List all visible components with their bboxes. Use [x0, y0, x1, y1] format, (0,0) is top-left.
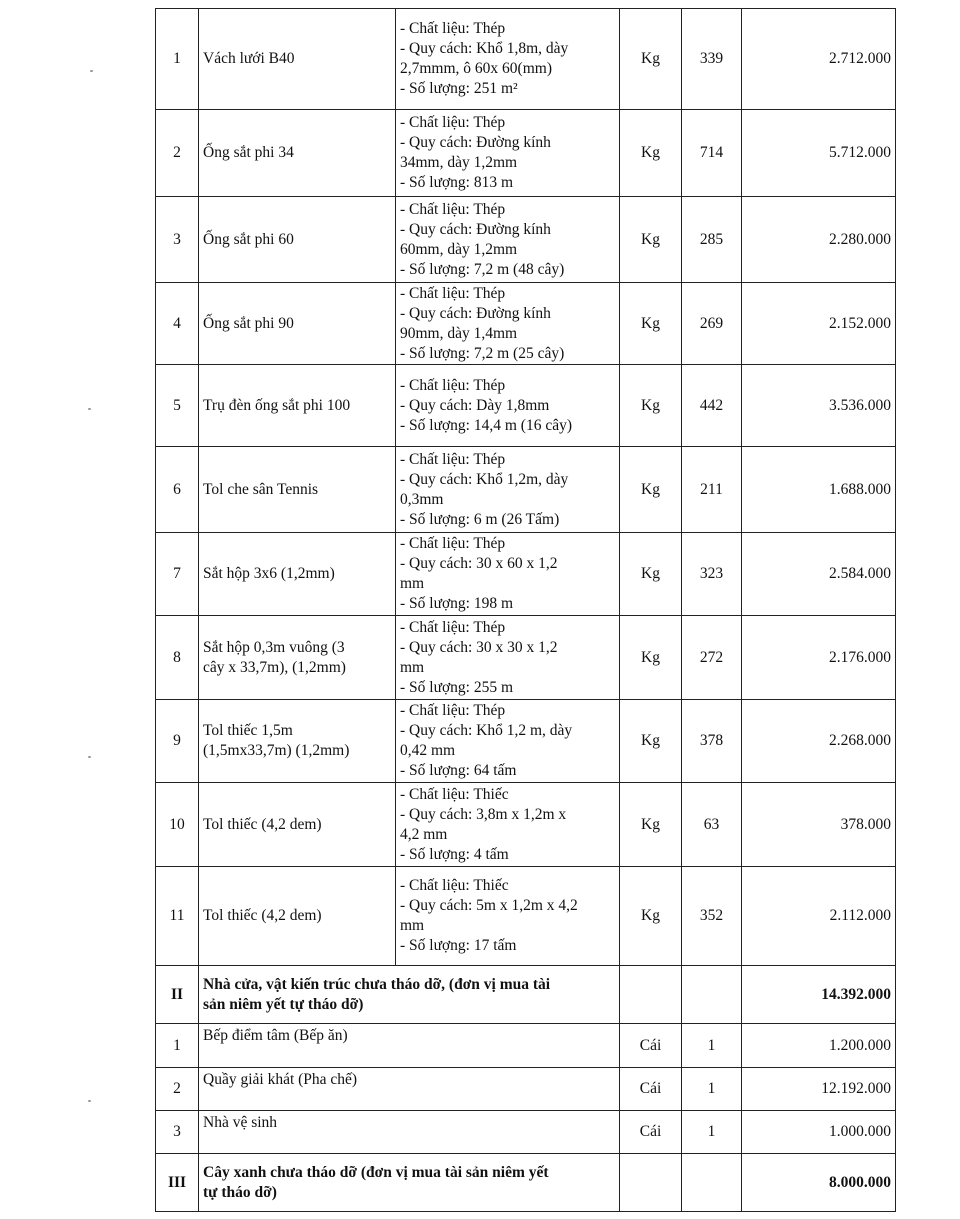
item-spec	[396, 365, 620, 447]
item-quantity: 1	[682, 1111, 742, 1154]
spec-line: - Chất liệu: Thép	[400, 20, 506, 37]
table-row	[156, 700, 896, 783]
item-amount: 1.200.000	[742, 1024, 896, 1068]
spec-line: - Chất liệu: Thép	[400, 618, 506, 636]
item-unit: Cái	[620, 1111, 682, 1154]
row-number: 11	[156, 867, 199, 966]
item-amount: 2.268.000	[742, 700, 896, 783]
item-name: Ống sắt phi 90	[199, 283, 396, 365]
scan-speck	[88, 408, 91, 410]
item-amount: 2.176.000	[742, 616, 896, 700]
item-unit: Kg	[620, 110, 682, 197]
section-row	[156, 966, 896, 1024]
spec-line: - Số lượng: 198 m	[400, 595, 514, 612]
row-number: 10	[156, 783, 199, 867]
item-unit: Kg	[620, 197, 682, 283]
spec-line: - Số lượng: 17 tấm	[400, 937, 517, 954]
item-quantity: 211	[682, 447, 742, 533]
item-spec	[396, 9, 620, 110]
spec-line: - Số lượng: 14,4 m (16 cây)	[400, 416, 573, 434]
item-unit: Kg	[620, 867, 682, 966]
item-amount: 1.688.000	[742, 447, 896, 533]
spec-line: - Quy cách: Khổ 1,2 m, dày	[400, 722, 573, 739]
item-amount: 12.192.000	[742, 1068, 896, 1111]
scan-speck	[90, 70, 93, 72]
row-number: 4	[156, 283, 199, 365]
item-amount: 2.584.000	[742, 533, 896, 616]
table-row	[156, 365, 896, 447]
spec-line: - Quy cách: Dày 1,8mm	[400, 396, 550, 414]
item-quantity: 63	[682, 783, 742, 867]
asset-table-body	[156, 9, 896, 1212]
item-quantity: 442	[682, 365, 742, 447]
item-spec	[396, 616, 620, 700]
item-spec	[396, 197, 620, 283]
spec-line: 90mm, dày 1,4mm	[400, 324, 518, 342]
scan-speck	[88, 756, 91, 758]
table-row	[156, 867, 896, 966]
section-row	[156, 1154, 896, 1212]
asset-table	[155, 8, 896, 1212]
item-quantity: 323	[682, 533, 742, 616]
table-row	[156, 1024, 896, 1068]
item-amount: 3.536.000	[742, 365, 896, 447]
spec-line: - Số lượng: 255 m	[400, 678, 514, 696]
item-amount: 378.000	[742, 783, 896, 867]
table-row	[156, 9, 896, 110]
item-unit: Kg	[620, 616, 682, 700]
section-quantity	[682, 1154, 742, 1212]
spec-line: - Số lượng: 7,2 m (25 cây)	[400, 344, 565, 362]
item-name: Ống sắt phi 60	[199, 197, 396, 283]
item-name	[199, 700, 396, 783]
spec-line: 60mm, dày 1,2mm	[400, 240, 518, 258]
table-row	[156, 533, 896, 616]
item-name: Vách lưới B40	[199, 9, 396, 110]
spec-line: - Quy cách: 5m x 1,2m x 4,2	[400, 897, 578, 914]
row-number: 3	[156, 197, 199, 283]
scan-speck	[88, 1100, 91, 1102]
item-quantity: 714	[682, 110, 742, 197]
name-line: (1,5mx33,7m) (1,2mm)	[203, 742, 350, 759]
row-number: 7	[156, 533, 199, 616]
item-amount: 2.152.000	[742, 283, 896, 365]
spec-line: - Chất liệu: Thép	[400, 284, 506, 302]
item-quantity: 269	[682, 283, 742, 365]
spec-line: mm	[400, 658, 425, 676]
row-number: 5	[156, 365, 199, 447]
spec-line: - Số lượng: 64 tấm	[400, 762, 517, 779]
section-title	[199, 966, 620, 1024]
spec-line: 2,7mmm, ô 60x 60(mm)	[400, 60, 552, 77]
section-title-line: Nhà cửa, vật kiến trúc chưa tháo dỡ, (đơn vị mua tài	[203, 975, 551, 993]
spec-line: - Chất liệu: Thép	[400, 450, 506, 468]
item-amount: 5.712.000	[742, 110, 896, 197]
item-quantity: 352	[682, 867, 742, 966]
item-quantity: 285	[682, 197, 742, 283]
item-name: Tol che sân Tennis	[199, 447, 396, 533]
row-number: 6	[156, 447, 199, 533]
section-title-line: tự tháo dỡ)	[203, 1183, 277, 1201]
section-unit	[620, 966, 682, 1024]
spec-line: - Chất liệu: Thép	[400, 376, 506, 394]
spec-line: - Số lượng: 4 tấm	[400, 845, 509, 863]
section-title	[199, 1154, 620, 1212]
spec-line: - Số lượng: 251 m²	[400, 80, 518, 97]
spec-line: mm	[400, 575, 425, 592]
spec-line: - Quy cách: 30 x 30 x 1,2	[400, 638, 558, 656]
item-quantity: 1	[682, 1024, 742, 1068]
item-name: Sắt hộp 3x6 (1,2mm)	[199, 533, 396, 616]
section-number: III	[156, 1154, 199, 1212]
table-row	[156, 1068, 896, 1111]
spec-line: - Chất liệu: Thiếc	[400, 877, 509, 894]
section-amount: 14.392.000	[742, 966, 896, 1024]
spec-line: - Quy cách: Đường kính	[400, 134, 551, 151]
item-unit: Cái	[620, 1024, 682, 1068]
item-name: Nhà vệ sinh	[199, 1111, 620, 1154]
row-number: 1	[156, 9, 199, 110]
spec-line: - Chất liệu: Thép	[400, 535, 506, 552]
spec-line: - Chất liệu: Thiếc	[400, 785, 509, 803]
table-row	[156, 283, 896, 365]
name-line: cây x 33,7m), (1,2mm)	[203, 658, 346, 676]
section-quantity	[682, 966, 742, 1024]
spec-line: - Số lượng: 813 m	[400, 174, 514, 191]
section-number: II	[156, 966, 199, 1024]
item-unit: Kg	[620, 447, 682, 533]
spec-line: - Chất liệu: Thép	[400, 114, 506, 131]
section-title-line: Cây xanh chưa tháo dỡ (đơn vị mua tài sản niêm yết	[203, 1163, 549, 1181]
row-number: 3	[156, 1111, 199, 1154]
name-line: Sắt hộp 0,3m vuông (3	[203, 638, 345, 656]
table-row	[156, 783, 896, 867]
table-row	[156, 197, 896, 283]
item-name: Tol thiếc (4,2 dem)	[199, 783, 396, 867]
row-number: 2	[156, 110, 199, 197]
item-unit: Cái	[620, 1068, 682, 1111]
item-quantity: 1	[682, 1068, 742, 1111]
table-row	[156, 447, 896, 533]
item-unit: Kg	[620, 365, 682, 447]
item-name: Tol thiếc (4,2 dem)	[199, 867, 396, 966]
spec-line: - Chất liệu: Thép	[400, 200, 506, 218]
spec-line: - Quy cách: Khổ 1,8m, dày	[400, 40, 569, 57]
spec-line: - Quy cách: Đường kính	[400, 304, 551, 322]
spec-line: 0,42 mm	[400, 742, 456, 759]
item-unit: Kg	[620, 533, 682, 616]
item-quantity: 272	[682, 616, 742, 700]
item-unit: Kg	[620, 9, 682, 110]
spec-line: mm	[400, 917, 425, 934]
item-quantity: 339	[682, 9, 742, 110]
item-name: Bếp điểm tâm (Bếp ăn)	[199, 1024, 620, 1068]
item-spec	[396, 533, 620, 616]
spec-line: - Quy cách: Khổ 1,2m, dày	[400, 470, 569, 488]
section-amount: 8.000.000	[742, 1154, 896, 1212]
row-number: 1	[156, 1024, 199, 1068]
spec-line: 0,3mm	[400, 490, 444, 508]
item-amount: 2.112.000	[742, 867, 896, 966]
spec-line: - Quy cách: Đường kính	[400, 220, 551, 238]
section-title-line: sản niêm yết tự tháo dỡ)	[203, 995, 364, 1013]
item-spec	[396, 700, 620, 783]
item-unit: Kg	[620, 783, 682, 867]
item-name: Quầy giải khát (Pha chế)	[199, 1068, 620, 1111]
row-number: 8	[156, 616, 199, 700]
spec-line: - Quy cách: 3,8m x 1,2m x	[400, 805, 567, 823]
item-unit: Kg	[620, 700, 682, 783]
item-name: Trụ đèn ống sắt phi 100	[199, 365, 396, 447]
item-unit: Kg	[620, 283, 682, 365]
name-line: Tol thiếc 1,5m	[203, 722, 293, 739]
row-number: 2	[156, 1068, 199, 1111]
spec-line: - Chất liệu: Thép	[400, 702, 506, 719]
spec-line: - Số lượng: 7,2 m (48 cây)	[400, 260, 565, 278]
section-unit	[620, 1154, 682, 1212]
row-number: 9	[156, 700, 199, 783]
spec-line: 34mm, dày 1,2mm	[400, 154, 518, 171]
item-spec	[396, 867, 620, 966]
item-spec	[396, 447, 620, 533]
spec-line: - Quy cách: 30 x 60 x 1,2	[400, 555, 558, 572]
table-row	[156, 1111, 896, 1154]
item-name	[199, 616, 396, 700]
table-row	[156, 110, 896, 197]
item-spec	[396, 283, 620, 365]
table-row	[156, 616, 896, 700]
spec-line: - Số lượng: 6 m (26 Tấm)	[400, 510, 560, 528]
item-amount: 1.000.000	[742, 1111, 896, 1154]
item-spec	[396, 783, 620, 867]
item-name: Ống sắt phi 34	[199, 110, 396, 197]
item-amount: 2.712.000	[742, 9, 896, 110]
item-spec	[396, 110, 620, 197]
spec-line: 4,2 mm	[400, 825, 448, 843]
item-amount: 2.280.000	[742, 197, 896, 283]
item-quantity: 378	[682, 700, 742, 783]
